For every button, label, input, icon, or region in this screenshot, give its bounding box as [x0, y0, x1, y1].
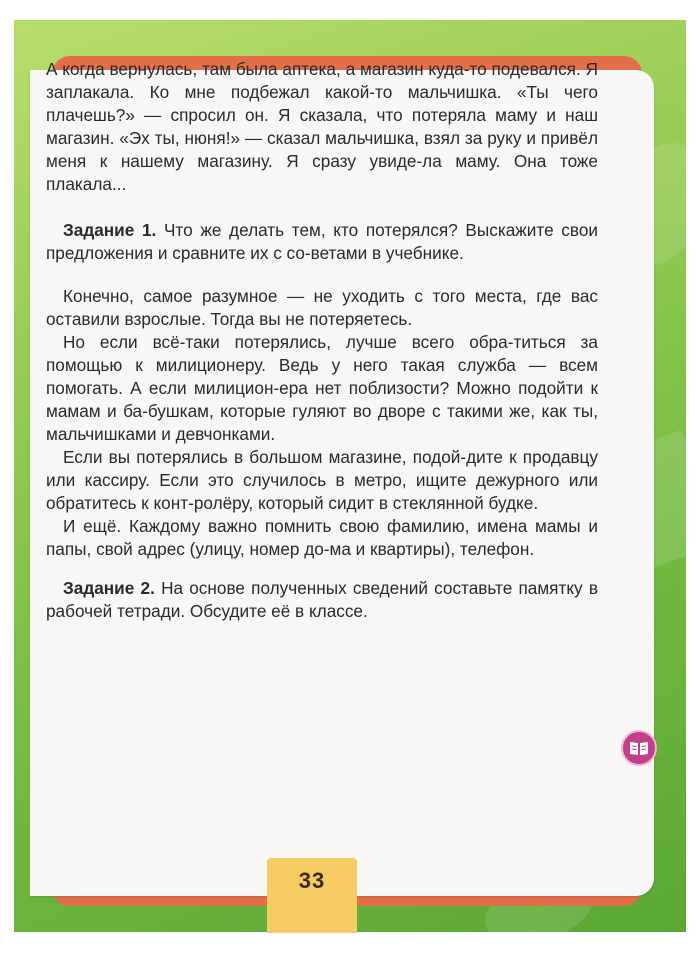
task-1-label: Задание 1. [63, 220, 157, 240]
task-1 [46, 219, 598, 265]
task-1-text: Что же делать тем, кто потерялся? Выскажите свои предложения и сравните их с со-ветами в учебнике. [46, 220, 598, 263]
task-2 [46, 577, 598, 623]
book-icon-glyph [629, 740, 649, 756]
task-2-label: Задание 2. [63, 578, 155, 598]
page-text [46, 58, 598, 623]
story-paragraph: А когда вернулась, там была аптека, а магазин куда-то подевался. Я заплакала. Ко мне подбежал какой-то мальчишка. «Ты чего плачешь?» — спросил он. Я сказала, что потеряла маму и наш магазин. «Эх ты, нюня!» — сказал мальчишка, взял за руку и привёл меня к нашему магазину. Я сразу увиде-ла маму. Она тоже плакала... [46, 59, 598, 194]
advice-paragraph: Но если всё-таки потерялись, лучше всего обра-титься за помощью к милиционеру. Ведь у него такая служба — всем помогать. А если милицион-ера нет поблизости? Можно подойти к мамам и ба-бушкам, которые гуляют во дворе с такими же, как ты, мальчишками и девчонками. [46, 332, 598, 444]
page-number: 33 [298, 868, 326, 893]
advice-paragraph: Если вы потерялись в большом магазине, подой-дите к продавцу или кассиру. Если это случилось в метро, ищите дежурного или обратитесь к конт-ролёру, который сидит в стеклянной будке. [46, 447, 598, 513]
advice-paragraph: И ещё. Каждому важно помнить свою фамилию, имена мамы и папы, свой адрес (улицу, номер до-ма и квартиры), телефон. [46, 516, 598, 559]
advice-paragraph: Конечно, самое разумное — не уходить с того места, где вас оставили взрослые. Тогда вы не потеряетесь. [46, 286, 598, 329]
book-icon[interactable] [621, 730, 657, 766]
task-2-text: На основе полученных сведений составьте памятку в рабочей тетради. Обсудите её в классе. [46, 578, 598, 621]
